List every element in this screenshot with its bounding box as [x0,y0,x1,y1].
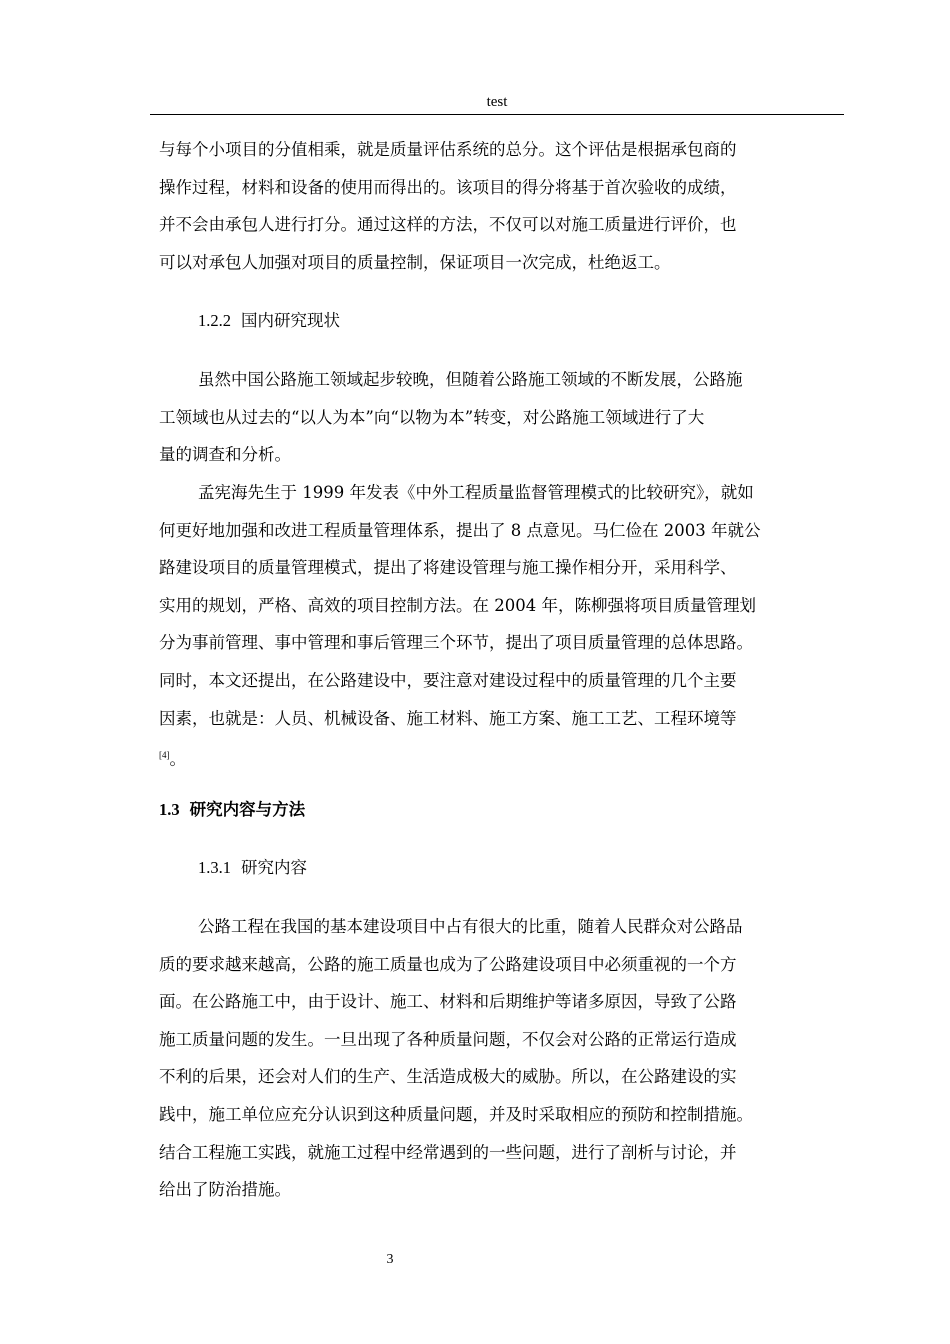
heading-number: 1.3.1 [198,858,231,877]
text-line: 践中，施工单位应充分认识到这种质量问题，并及时采取相应的预防和控制措施。 [159,1104,753,1124]
text-line: 实用的规划，严格、高效的项目控制方法。在 2004 年，陈柳强将项目质量管理划 [159,595,756,615]
sentence-end: 。 [169,749,186,769]
paragraph-3 [159,474,839,778]
text-line: 与每个小项目的分值相乘，就是质量评估系统的总分。这个评估是根据承包商的 [159,140,737,159]
heading-title: 研究内容与方法 [189,800,306,819]
text-line: 分为事前管理、事中管理和事后管理三个环节，提出了项目质量管理的总体思路。 [159,633,753,653]
header-divider [150,114,844,115]
section-heading-1-3 [159,798,305,822]
text-line: 虽然中国公路施工领域起步较晚，但随着公路施工领域的不断发展，公路施 [198,370,743,389]
text-line: 同时，本文还提出，在公路建设中，要注意对建设过程中的质量管理的几个主要 [159,670,737,690]
citation-reference[interactable]: [4] [159,750,170,761]
text-line: 面。在公路施工中，由于设计、施工、材料和后期维护等诸多原因，导致了公路 [159,992,737,1012]
text-line: 因素，也就是：人员、机械设备、施工材料、施工方案、施工工艺、工程环境等 [159,708,737,728]
text-line: 质的要求越来越高，公路的施工质量也成为了公路建设项目中必须重视的一个方 [159,954,737,974]
text-line: 可以对承包人加强对项目的质量控制，保证项目一次完成，杜绝返工。 [159,252,671,272]
paragraph-2 [159,361,839,474]
text-line: 何更好地加强和改进工程质量管理体系，提出了 8 点意见。马仁俭在 2003 年就公 [159,520,761,540]
text-line: 不利的后果，还会对人们的生产、生活造成极大的威胁。所以，在公路建设的实 [159,1067,737,1087]
text-line: 公路工程在我国的基本建设项目中占有很大的比重，随着人民群众对公路品 [198,917,743,936]
text-line: 操作过程，材料和设备的使用而得出的。该项目的得分将基于首次验收的成绩， [159,177,737,197]
page-number: 3 [386,1252,394,1267]
section-heading-1-2-2 [198,309,340,333]
text-line: 施工质量问题的发生。一旦出现了各种质量问题，不仅会对公路的正常运行造成 [159,1029,737,1049]
heading-number: 1.3 [159,800,180,819]
text-line: 路建设项目的质量管理模式，提出了将建设管理与施工操作相分开，采用科学、 [159,558,737,578]
paragraph-4 [159,908,839,1209]
heading-title: 研究内容 [241,858,307,877]
heading-title: 国内研究现状 [241,311,340,330]
text-line: 给出了防治措施。 [159,1180,291,1200]
text-line: 量的调查和分析。 [159,445,291,465]
text-line: 并不会由承包人进行打分。通过这样的方法，不仅可以对施工质量进行评价，也 [159,215,737,235]
text-line: 结合工程施工实践，就施工过程中经常遇到的一些问题，进行了剖析与讨论，并 [159,1142,737,1162]
heading-number: 1.2.2 [198,311,231,330]
text-line: 工领域也从过去的“以人为本”向“以物为本”转变，对公路施工领域进行了大 [159,407,705,427]
text-line: 孟宪海先生于 1999 年发表《中外工程质量监督管理模式的比较研究》，就如 [198,483,754,502]
section-heading-1-3-1 [198,856,307,880]
text-line [159,737,839,778]
paragraph-1 [159,131,839,281]
page-header: test [486,94,508,110]
